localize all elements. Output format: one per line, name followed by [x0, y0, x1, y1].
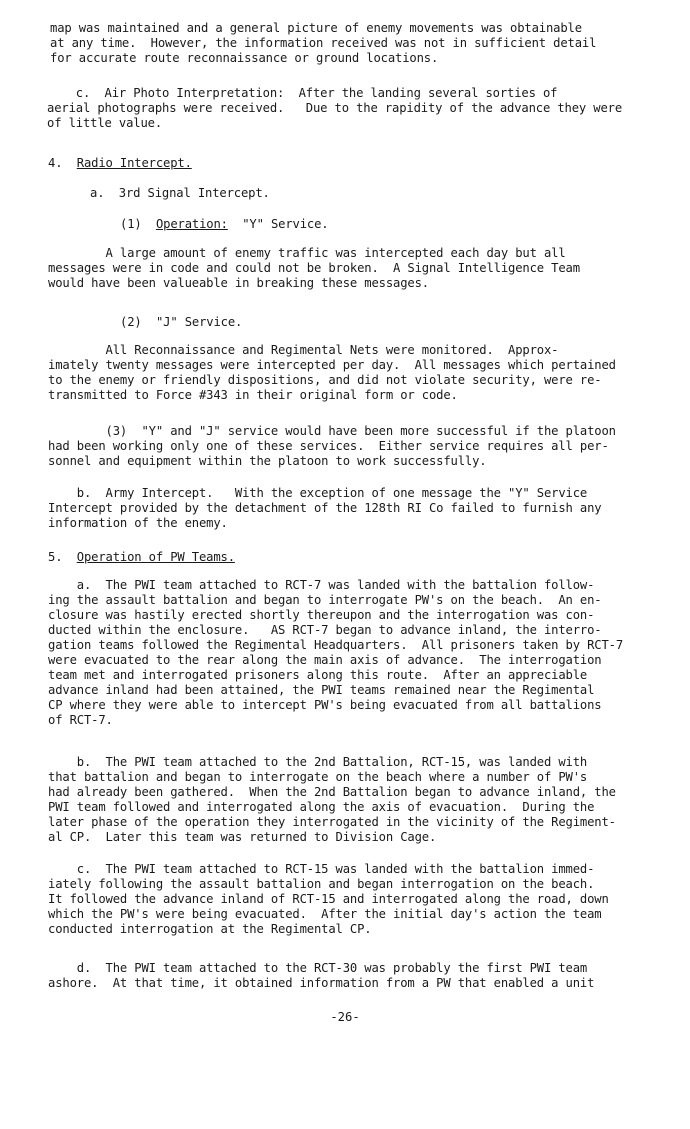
subheading-j-service: (2) "J" Service.: [120, 315, 243, 329]
subheading-y-service: [120, 217, 328, 232]
paragraph-air-photo: c. Air Photo Interpretation: After the landing several sorties of aerial photographs were received. Due to the rapidity of the advance they were of little value.: [47, 86, 622, 130]
paragraph-j-service: All Reconnaissance and Regimental Nets were monitored. Approx- imately twenty messages were intercepted per day. All messages which pertained to the enemy or friendly dispositions, and did not violate security, were re- transmitted to Force #343 in their original form or code.: [48, 343, 616, 402]
paragraph-pwi-rct-7: a. The PWI team attached to RCT-7 was landed with the battalion follow- ing the assault battalion and began to interrogate PW's on the beach. An en- closure was hastily erected shortly thereupon and the interrogation was con- ducted within the enclosure. AS RCT-7 began to advance inland, the interro- gation teams followed the Regimental Headquarters. All prisoners taken by RCT-7 were evacuated to the rear along the main axis of advance. The interrogation team met and interrogated prisoners along this route. After an appreciable advance inland had been attained, the PWI teams remained near the Regimental CP where they were able to intercept PW's being evacuated from all battalions of RCT-7.: [48, 578, 623, 727]
paragraph-y-and-j-service: (3) "Y" and "J" service would have been more successful if the platoon had been working only one of these services. Either service requires all per- sonnel and equipment within the platoon to work successfully.: [48, 424, 616, 468]
item-number: (1): [120, 217, 142, 231]
section-title: Operation of PW Teams.: [76, 550, 235, 564]
item-title: Operation:: [155, 217, 228, 231]
section-title: Radio Intercept.: [76, 156, 192, 170]
section-heading-pw-teams: [48, 550, 235, 565]
paragraph-pwi-rct-15: c. The PWI team attached to RCT-15 was landed with the battalion immed- iately following the assault battalion and began interrogation on the beach. It followed the advance inland of RCT-15 and interrogated along the road, down which the PW's were being evacuated. After the initial day's action the team conducted interrogation at the Regimental CP.: [48, 862, 609, 936]
paragraph-continuation: map was maintained and a general picture of enemy movements was obtainable at any time. However, the information received was not in sufficient detail for accurate route reconnaissance or ground locations.: [50, 21, 597, 65]
paragraph-pwi-rct-30: d. The PWI team attached to the RCT-30 was probably the first PWI team ashore. At that time, it obtained information from a PW that enabled a unit: [48, 961, 595, 990]
section-number: 4.: [48, 156, 63, 170]
paragraph-pwi-2nd-battalion: b. The PWI team attached to the 2nd Battalion, RCT-15, was landed with that battalion and began to interrogate on the beach where a number of PW's had already been gathered. When the 2nd Battalion began to advance inland, the PWI team followed and interrogated along the axis of evacuation. During the later phase of the operation they interrogated in the vicinity of the Regiment- al CP. Later this team was returned to Division Cage.: [48, 755, 616, 844]
item-rest: "Y" Service.: [227, 217, 329, 231]
page-number: -26-: [330, 1010, 360, 1024]
paragraph-army-intercept: b. Army Intercept. With the exception of one message the "Y" Service Intercept provided by the detachment of the 128th RI Co failed to furnish any information of the enemy.: [48, 486, 602, 530]
section-heading-radio-intercept: [48, 156, 192, 171]
subheading-3rd-signal-intercept: a. 3rd Signal Intercept.: [90, 186, 270, 200]
section-number: 5.: [48, 550, 63, 564]
paragraph-y-service: A large amount of enemy traffic was intercepted each day but all messages were in code and could not be broken. A Signal Intelligence Team would have been valueable in breaking these messages.: [48, 246, 580, 290]
